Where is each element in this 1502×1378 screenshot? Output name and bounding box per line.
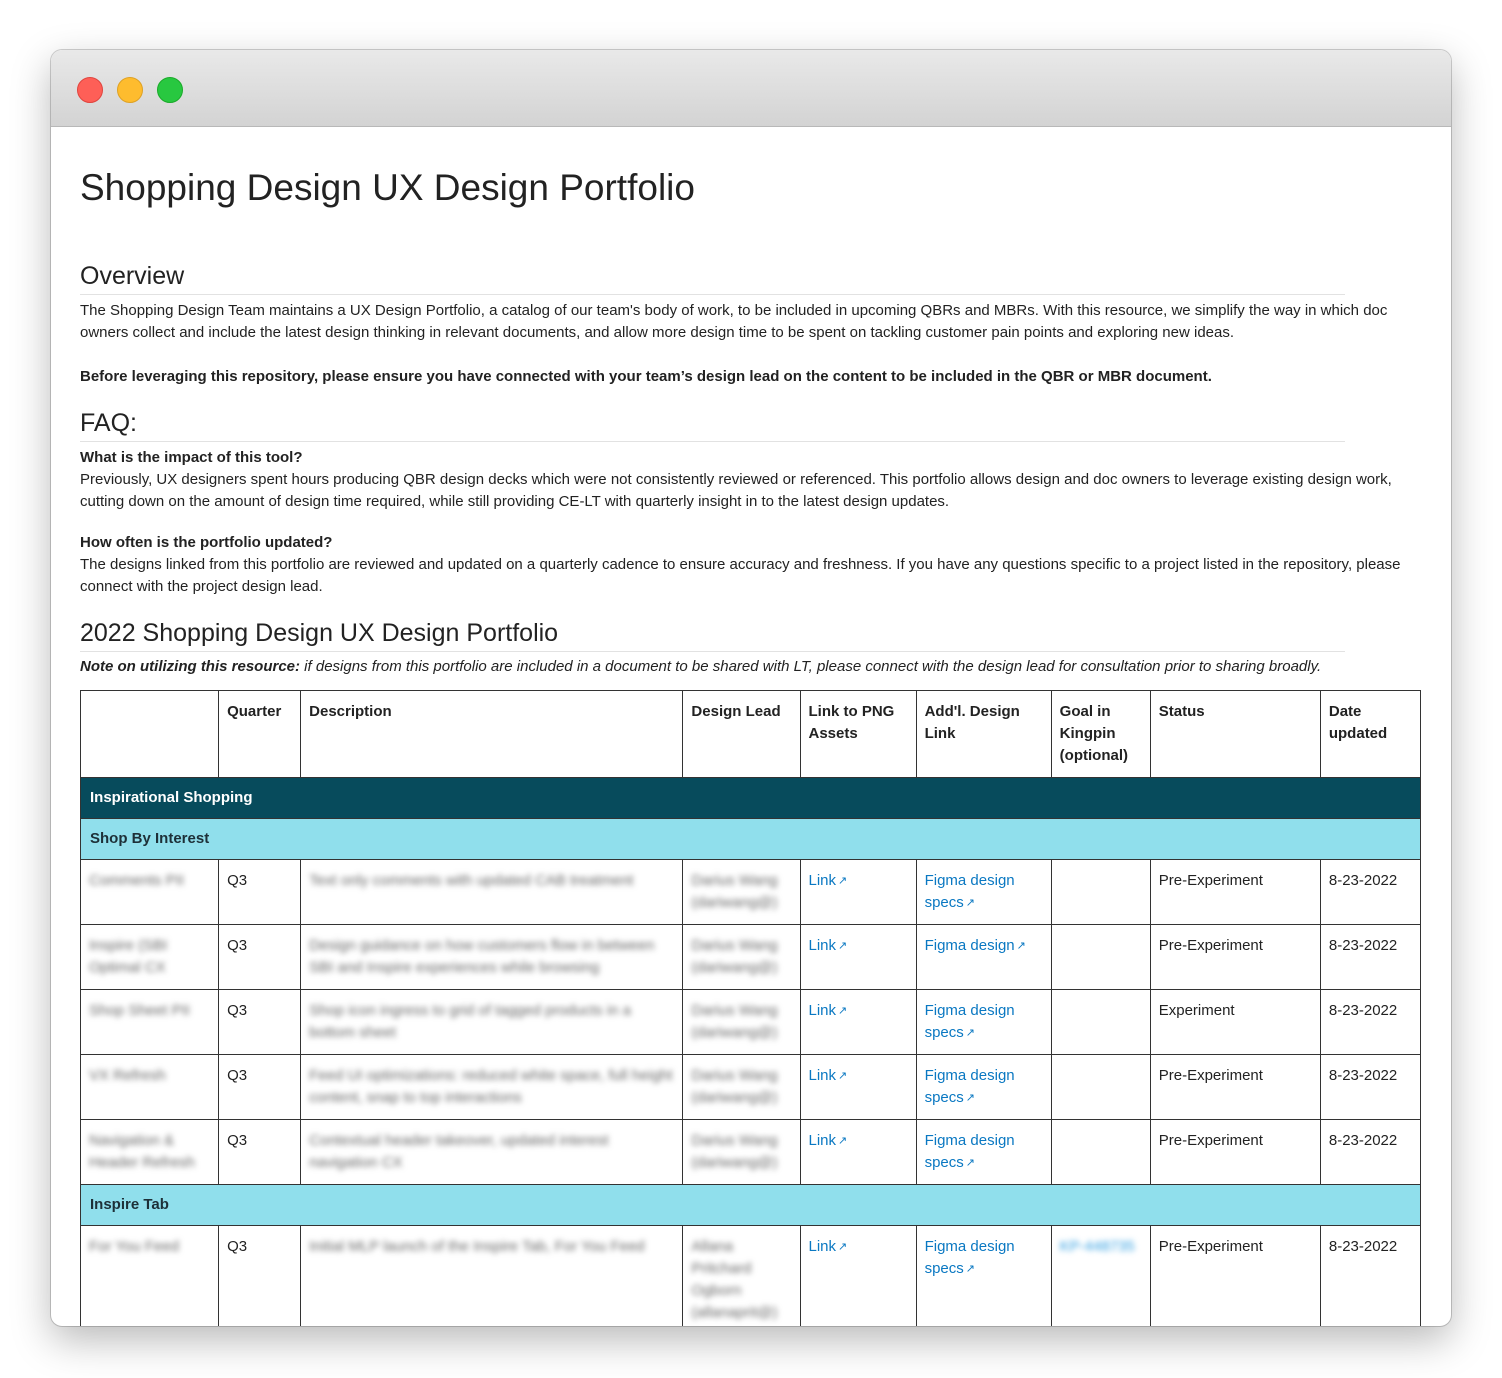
status-cell: Pre-Experiment	[1150, 1055, 1320, 1120]
zoom-window-button[interactable]	[157, 77, 183, 103]
header-date: Date updated	[1320, 691, 1420, 778]
status-cell: Pre-Experiment	[1150, 1226, 1320, 1327]
figma-design-link-label: Figma design specs	[924, 1067, 1015, 1106]
design-lead-name: Allana Pritchard Ogborn (allanaprit@)	[691, 1238, 778, 1321]
table-row	[81, 925, 1421, 990]
external-link-icon: ↗	[965, 897, 975, 909]
date-cell: 8-23-2022	[1320, 1120, 1420, 1185]
figma-design-link-label: Figma design specs	[924, 1002, 1015, 1041]
minimize-window-button[interactable]	[117, 77, 143, 103]
date-cell: 8-23-2022	[1320, 860, 1420, 925]
external-link-icon: ↗	[838, 875, 848, 887]
faq-question-frequency: How often is the portfolio updated?	[80, 534, 333, 551]
design-link-cell	[916, 1226, 1051, 1327]
description-text: Text only comments with updated CAB treatment	[309, 872, 634, 889]
figma-design-link[interactable]	[925, 1132, 1015, 1171]
figma-design-link-label: Figma design specs	[924, 872, 1015, 911]
design-lead-cell	[683, 1120, 800, 1185]
figma-design-link-label: Figma design specs	[924, 1132, 1015, 1171]
png-assets-link-label: Link	[808, 937, 837, 954]
figma-design-link[interactable]	[925, 872, 1015, 911]
overview-notice: Before leveraging this repository, please ensure you have connected with your team’s design lead on the content to be included in the QBR or MBR document.	[80, 368, 1212, 385]
status-cell: Experiment	[1150, 990, 1320, 1055]
date-cell: 8-23-2022	[1320, 925, 1420, 990]
goal-cell	[1051, 925, 1150, 990]
external-link-icon: ↗	[838, 1070, 848, 1082]
portfolio-heading: 2022 Shopping Design UX Design Portfolio	[80, 619, 1345, 652]
description-text: Initial MLP launch of the Inspire Tab, For You Feed	[309, 1238, 645, 1255]
table-row	[81, 1055, 1421, 1120]
design-lead-cell	[683, 990, 800, 1055]
table-row	[81, 1226, 1421, 1327]
png-assets-cell	[800, 990, 916, 1055]
external-link-icon: ↗	[965, 1263, 975, 1275]
design-lead-cell	[683, 1055, 800, 1120]
figma-design-link[interactable]	[925, 937, 1026, 954]
project-name: For You Feed	[89, 1238, 180, 1255]
description-cell	[301, 1120, 683, 1185]
table-row	[81, 990, 1421, 1055]
design-link-cell	[916, 990, 1051, 1055]
faq-heading: FAQ:	[80, 409, 1345, 442]
header-quarter: Quarter	[219, 691, 301, 778]
header-description: Description	[301, 691, 683, 778]
date-cell: 8-23-2022	[1320, 1055, 1420, 1120]
project-name: Comments PII	[89, 872, 185, 889]
date-cell: 8-23-2022	[1320, 1226, 1420, 1327]
description-text: Design guidance on how customers flow in between SBI and Inspire experiences while browsing	[309, 937, 655, 976]
design-link-cell	[916, 860, 1051, 925]
png-assets-cell	[800, 1226, 916, 1327]
external-link-icon: ↗	[965, 1092, 975, 1104]
external-link-icon: ↗	[1016, 940, 1026, 952]
project-name-cell	[81, 1120, 219, 1185]
portfolio-note	[80, 656, 1420, 678]
design-lead-cell	[683, 925, 800, 990]
header-goal: Goal in Kingpin (optional)	[1051, 691, 1150, 778]
description-cell	[301, 990, 683, 1055]
goal-cell	[1051, 1055, 1150, 1120]
description-text: Contextual header takeover, updated interest navigation CX	[309, 1132, 609, 1171]
png-assets-link[interactable]	[809, 1002, 848, 1019]
png-assets-link-label: Link	[808, 1238, 837, 1255]
figma-design-link[interactable]	[925, 1238, 1015, 1277]
figma-design-link-label: Figma design specs	[924, 1238, 1015, 1277]
project-name-cell	[81, 925, 219, 990]
subgroup-label: Inspire Tab	[81, 1185, 1421, 1226]
figma-design-link[interactable]	[925, 1067, 1015, 1106]
external-link-icon: ↗	[965, 1027, 975, 1039]
faq-answer-impact: Previously, UX designers spent hours producing QBR design decks which were not consistently reviewed or referenced. This portfolio allows design and doc owners to leverage existing design work, cutting down on the amount of design time required, while still providing CE-LT with quarterly insight in to the latest design updates.	[80, 471, 1392, 510]
png-assets-link[interactable]	[809, 1067, 848, 1084]
project-name-cell	[81, 1055, 219, 1120]
design-lead-name: Darius Wang (dariwang@)	[691, 1002, 778, 1041]
header-design-link: Add'l. Design Link	[916, 691, 1051, 778]
quarter-cell: Q3	[219, 990, 301, 1055]
quarter-cell: Q3	[219, 860, 301, 925]
quarter-cell: Q3	[219, 1120, 301, 1185]
header-name	[81, 691, 219, 778]
browser-window	[51, 50, 1451, 1326]
page-title: Shopping Design UX Design Portfolio	[80, 167, 695, 208]
goal-cell	[1051, 860, 1150, 925]
external-link-icon: ↗	[838, 1241, 848, 1253]
design-lead-name: Darius Wang (dariwang@)	[691, 1132, 778, 1171]
project-name: Inspire (SBI Optimal CX	[89, 937, 168, 976]
goal-link[interactable]: KP-448735	[1059, 1238, 1135, 1255]
figma-design-link[interactable]	[925, 1002, 1015, 1041]
subgroup-row-inspire-tab	[81, 1185, 1421, 1226]
subgroup-row-shop-by-interest	[81, 819, 1421, 860]
overview-heading: Overview	[80, 262, 1345, 295]
external-link-icon: ↗	[838, 1005, 848, 1017]
description-cell	[301, 1055, 683, 1120]
header-design-lead: Design Lead	[683, 691, 800, 778]
design-lead-name: Darius Wang (dariwang@)	[691, 872, 778, 911]
design-link-cell	[916, 1055, 1051, 1120]
description-text: Feed UI optimizations: reduced white space, full height content, snap to top interactions	[309, 1067, 673, 1106]
overview-paragraph: The Shopping Design Team maintains a UX Design Portfolio, a catalog of our team's body of work, to be included in upcoming QBRs and MBRs. With this resource, we simplify the way in which doc owners collect and include the latest design thinking in relevant documents, and allow more design time to be spent on tackling customer pain points and exploring new ideas.	[80, 302, 1388, 341]
design-link-cell	[916, 1120, 1051, 1185]
date-cell: 8-23-2022	[1320, 990, 1420, 1055]
png-assets-link[interactable]	[809, 1238, 848, 1255]
goal-cell	[1051, 990, 1150, 1055]
faq-question-impact: What is the impact of this tool?	[80, 449, 303, 466]
description-cell	[301, 860, 683, 925]
goal-cell	[1051, 1226, 1150, 1327]
table-row	[81, 1120, 1421, 1185]
status-cell: Pre-Experiment	[1150, 925, 1320, 990]
faq-answer-frequency: The designs linked from this portfolio are reviewed and updated on a quarterly cadence to ensure accuracy and freshness. If you have any questions specific to a project listed in the repository, please connect with the project design lead.	[80, 556, 1401, 595]
project-name: VX Refresh	[89, 1067, 166, 1084]
status-cell: Pre-Experiment	[1150, 1120, 1320, 1185]
design-lead-name: Darius Wang (dariwang@)	[691, 937, 778, 976]
project-name-cell	[81, 990, 219, 1055]
design-lead-cell	[683, 860, 800, 925]
table-header-row	[81, 691, 1421, 778]
description-cell	[301, 1226, 683, 1327]
png-assets-link[interactable]	[809, 1132, 848, 1149]
quarter-cell: Q3	[219, 1226, 301, 1327]
header-png-assets: Link to PNG Assets	[800, 691, 916, 778]
quarter-cell: Q3	[219, 925, 301, 990]
subgroup-label: Shop By Interest	[81, 819, 1421, 860]
status-cell: Pre-Experiment	[1150, 860, 1320, 925]
png-assets-link[interactable]	[809, 872, 848, 889]
png-assets-cell	[800, 1120, 916, 1185]
design-lead-name: Darius Wang (dariwang@)	[691, 1067, 778, 1106]
project-name: Navigation & Header Refresh	[89, 1132, 195, 1171]
window-titlebar	[51, 50, 1451, 127]
design-lead-cell	[683, 1226, 800, 1327]
png-assets-cell	[800, 1055, 916, 1120]
description-cell	[301, 925, 683, 990]
group-row-inspirational-shopping	[81, 778, 1421, 819]
png-assets-cell	[800, 860, 916, 925]
png-assets-link-label: Link	[808, 872, 837, 889]
quarter-cell: Q3	[219, 1055, 301, 1120]
figma-design-link-label: Figma design	[924, 937, 1015, 954]
project-name-cell	[81, 1226, 219, 1327]
png-assets-link-label: Link	[808, 1067, 837, 1084]
design-link-cell	[916, 925, 1051, 990]
png-assets-cell	[800, 925, 916, 990]
portfolio-table	[80, 690, 1421, 1326]
png-assets-link[interactable]	[809, 937, 848, 954]
png-assets-link-label: Link	[808, 1002, 837, 1019]
goal-cell	[1051, 1120, 1150, 1185]
header-status: Status	[1150, 691, 1320, 778]
portfolio-note-label: Note on utilizing this resource:	[80, 658, 301, 675]
close-window-button[interactable]	[77, 77, 103, 103]
project-name-cell	[81, 860, 219, 925]
group-label: Inspirational Shopping	[81, 778, 1421, 819]
external-link-icon: ↗	[838, 1135, 848, 1147]
external-link-icon: ↗	[965, 1157, 975, 1169]
project-name: Shop Sheet PII	[89, 1002, 190, 1019]
portfolio-note-text: if designs from this portfolio are included in a document to be shared with LT, please connect with the design lead for consultation prior to sharing broadly.	[300, 658, 1322, 675]
description-text: Shop icon ingress to grid of tagged products in a bottom sheet	[309, 1002, 632, 1041]
table-row	[81, 860, 1421, 925]
external-link-icon: ↗	[838, 940, 848, 952]
png-assets-link-label: Link	[808, 1132, 837, 1149]
